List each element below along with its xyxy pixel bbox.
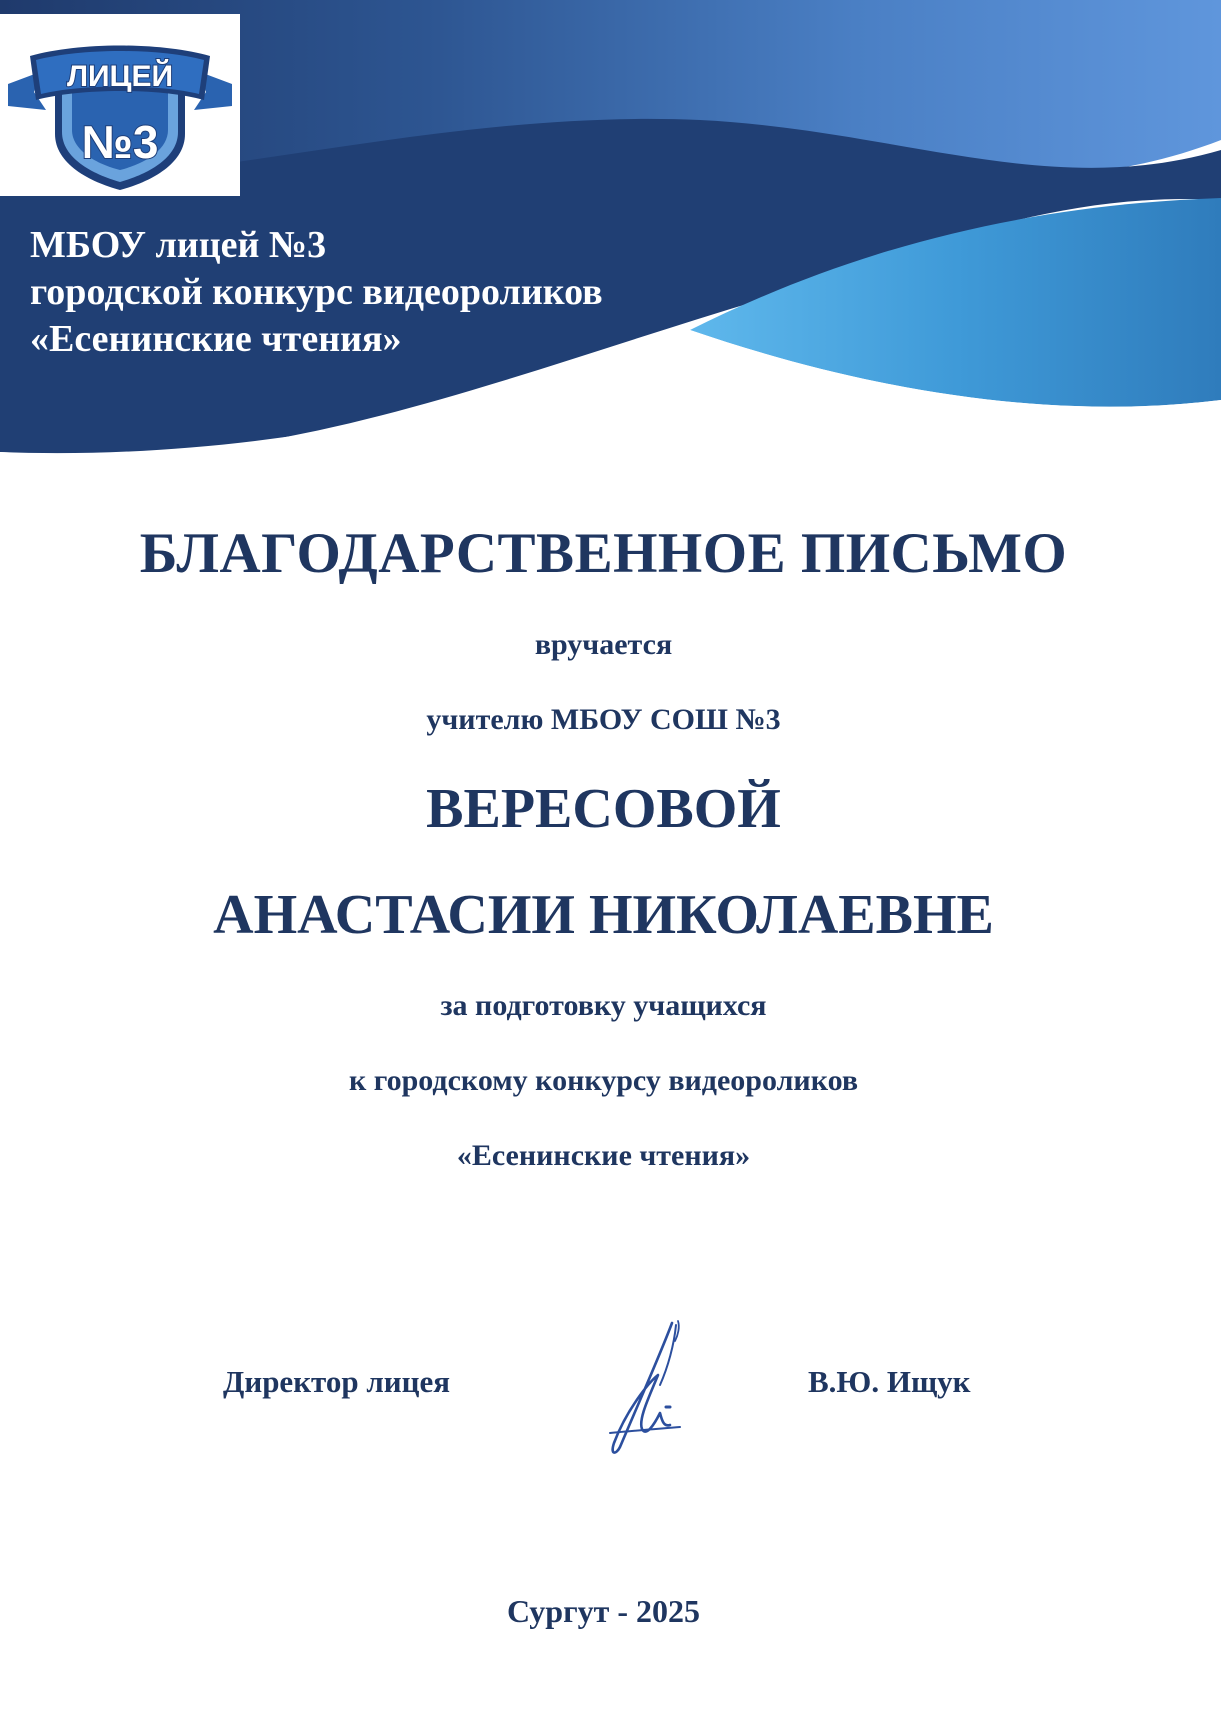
presented-text: вручается <box>534 628 673 661</box>
organizer-line-2: городской конкурс видеороликов <box>30 271 603 313</box>
logo-number-text: №3 <box>81 116 159 168</box>
recipient-name: АНАСТАСИИ НИКОЛАЕВНЕ <box>213 884 994 946</box>
logo-banner-text: ЛИЦЕЙ <box>66 60 174 93</box>
city-year: Сургут - 2025 <box>506 1593 700 1629</box>
header-banner <box>0 0 1221 460</box>
lyceum-logo <box>0 14 240 196</box>
reason-line-1: за подготовку учащихся <box>440 989 767 1022</box>
letter-title: БЛАГОДАРСТВЕННОЕ ПИСЬМО <box>139 522 1068 585</box>
organizer-line-3: «Есенинские чтения» <box>30 318 402 360</box>
reason-line-2: к городскому конкурсу видеороликов <box>348 1064 859 1097</box>
director-name: В.Ю. Ищук <box>808 1364 971 1399</box>
organizer-title <box>30 222 603 363</box>
handwritten-signature <box>580 1315 705 1460</box>
recipient-surname: ВЕРЕСОВОЙ <box>426 778 781 840</box>
reason-line-3: «Есенинские чтения» <box>456 1139 751 1172</box>
lyceum-emblem-icon <box>0 14 240 196</box>
director-role: Директор лицея <box>223 1364 451 1399</box>
organizer-line-1: МБОУ лицей №3 <box>30 224 327 266</box>
recipient-role: учителю МБОУ СОШ №3 <box>426 703 781 736</box>
